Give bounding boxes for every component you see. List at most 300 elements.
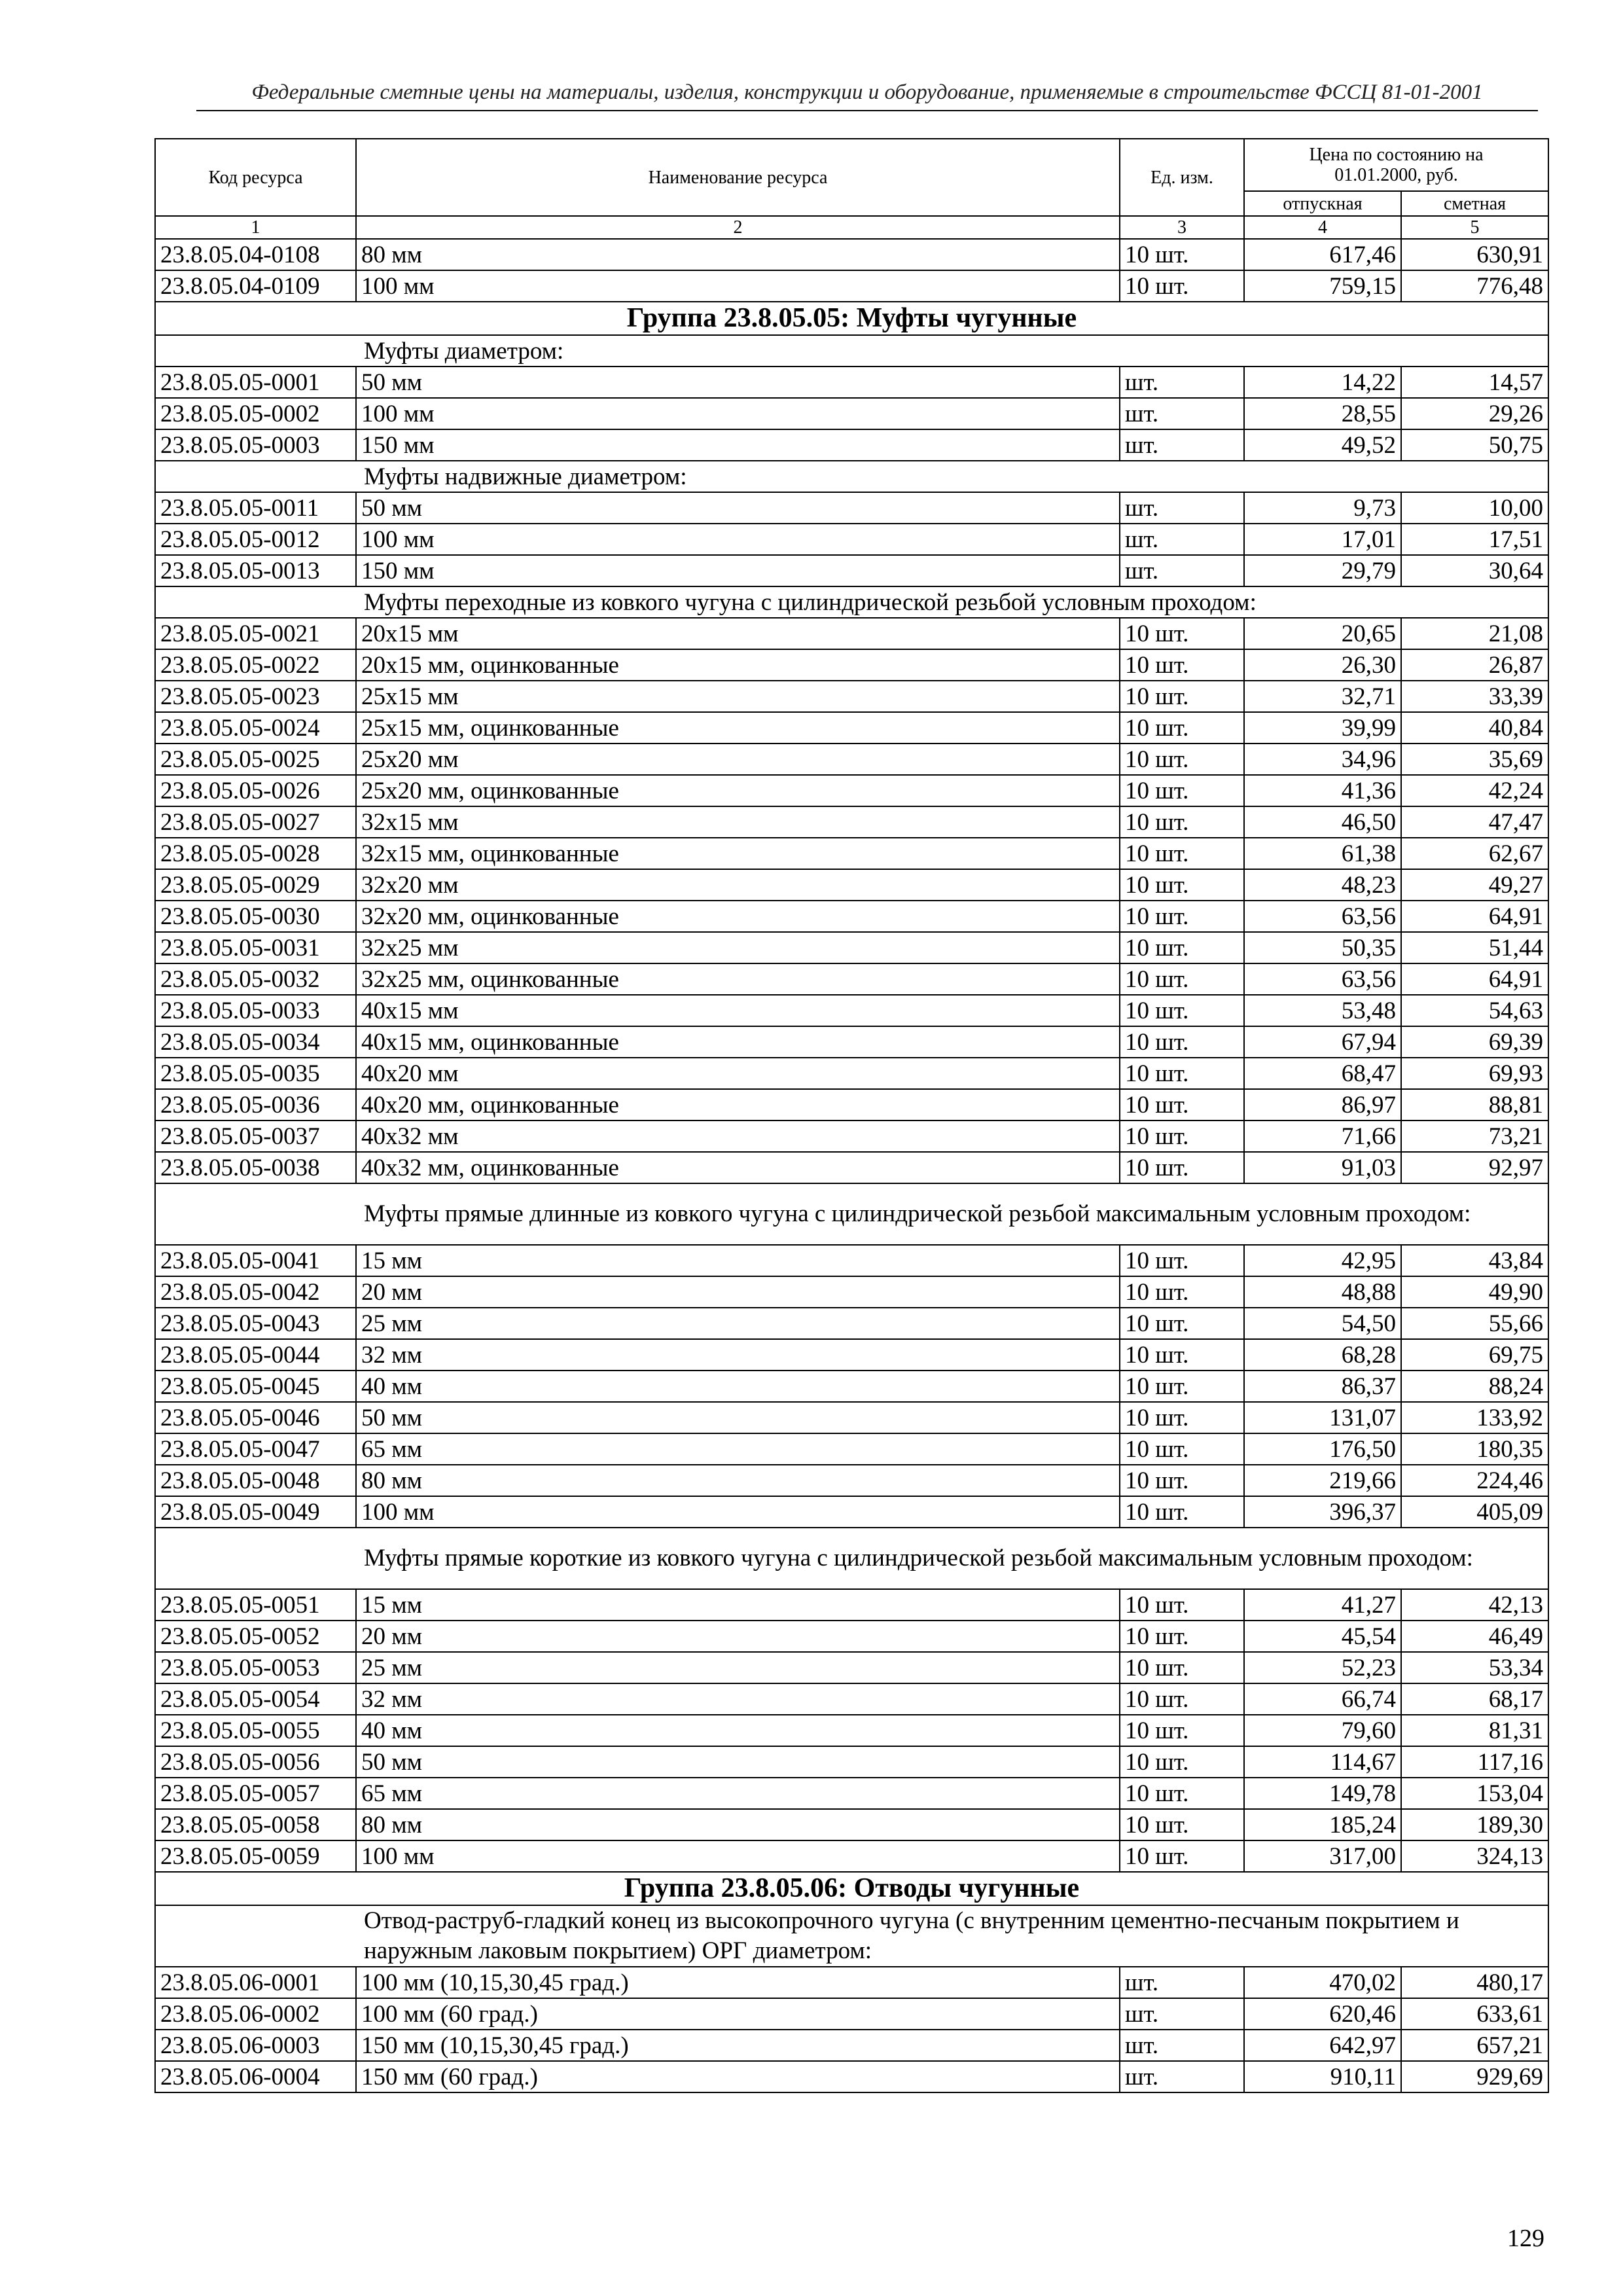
table-row (155, 1245, 1548, 1276)
resource-code: 23.8.05.05-0029 (155, 869, 356, 901)
resource-code: 23.8.05.04-0108 (155, 239, 356, 270)
resource-code: 23.8.05.05-0047 (155, 1433, 356, 1465)
resource-name: 25х15 мм, оцинкованные (356, 712, 1120, 744)
col-number-2: 2 (356, 216, 1120, 239)
estimate-price: 62,67 (1401, 838, 1548, 869)
table-row (155, 712, 1548, 744)
table-row (155, 744, 1548, 775)
table-row (155, 1809, 1548, 1840)
resource-code: 23.8.05.05-0012 (155, 524, 356, 555)
estimate-price: 189,30 (1401, 1809, 1548, 1840)
table-row (155, 963, 1548, 995)
release-price: 61,38 (1244, 838, 1401, 869)
release-price: 759,15 (1244, 270, 1401, 302)
estimate-price: 21,08 (1401, 618, 1548, 649)
resource-name: 40х32 мм, оцинкованные (356, 1152, 1120, 1183)
release-price: 42,95 (1244, 1245, 1401, 1276)
release-price: 67,94 (1244, 1026, 1401, 1058)
unit: шт. (1120, 1998, 1244, 2030)
release-price: 34,96 (1244, 744, 1401, 775)
release-price: 39,99 (1244, 712, 1401, 744)
release-price: 49,52 (1244, 429, 1401, 461)
estimate-price: 50,75 (1401, 429, 1548, 461)
resource-code: 23.8.05.06-0001 (155, 1967, 356, 1998)
unit: 10 шт. (1120, 1152, 1244, 1183)
table-row (155, 1840, 1548, 1872)
release-price: 54,50 (1244, 1308, 1401, 1339)
resource-name: 100 мм (356, 1496, 1120, 1528)
resource-code: 23.8.05.05-0056 (155, 1746, 356, 1778)
resource-code: 23.8.05.05-0033 (155, 995, 356, 1026)
estimate-price: 55,66 (1401, 1308, 1548, 1339)
unit: 10 шт. (1120, 1339, 1244, 1371)
resource-name: 50 мм (356, 367, 1120, 398)
subheading-row (155, 1183, 1548, 1245)
resource-name: 15 мм (356, 1589, 1120, 1621)
estimate-price: 69,75 (1401, 1339, 1548, 1371)
table-row (155, 1058, 1548, 1089)
unit: 10 шт. (1120, 806, 1244, 838)
estimate-price: 33,39 (1401, 681, 1548, 712)
resource-name: 100 мм (356, 398, 1120, 429)
estimate-price: 68,17 (1401, 1683, 1548, 1715)
release-price: 79,60 (1244, 1715, 1401, 1746)
col-number-3: 3 (1120, 216, 1244, 239)
table-row (155, 492, 1548, 524)
resource-code: 23.8.05.06-0002 (155, 1998, 356, 2030)
table-row (155, 995, 1548, 1026)
release-price: 63,56 (1244, 963, 1401, 995)
resource-code: 23.8.05.05-0024 (155, 712, 356, 744)
subheading-row (155, 586, 1548, 618)
resource-code: 23.8.05.05-0013 (155, 555, 356, 586)
resource-name: 32х25 мм, оцинкованные (356, 963, 1120, 995)
unit: 10 шт. (1120, 239, 1244, 270)
estimate-price: 42,24 (1401, 775, 1548, 806)
unit: 10 шт. (1120, 932, 1244, 963)
resource-name: 150 мм (10,15,30,45 град.) (356, 2030, 1120, 2061)
resource-code: 23.8.05.05-0037 (155, 1121, 356, 1152)
resource-name: 25 мм (356, 1652, 1120, 1683)
unit: 10 шт. (1120, 1465, 1244, 1496)
resource-name: 32х20 мм (356, 869, 1120, 901)
resource-name: 40х32 мм (356, 1121, 1120, 1152)
subheading: Муфты надвижные диаметром: (155, 461, 1548, 492)
table-row (155, 1621, 1548, 1652)
col-number-1: 1 (155, 216, 356, 239)
release-price: 48,88 (1244, 1276, 1401, 1308)
unit: 10 шт. (1120, 1746, 1244, 1778)
resource-name: 20 мм (356, 1621, 1120, 1652)
resource-code: 23.8.05.05-0054 (155, 1683, 356, 1715)
resource-name: 32 мм (356, 1683, 1120, 1715)
resource-code: 23.8.05.05-0053 (155, 1652, 356, 1683)
release-price: 52,23 (1244, 1652, 1401, 1683)
estimate-price: 51,44 (1401, 932, 1548, 963)
resource-code: 23.8.05.05-0023 (155, 681, 356, 712)
col-header-price-group: Цена по состоянию на 01.01.2000, руб. (1244, 139, 1548, 191)
estimate-price: 929,69 (1401, 2061, 1548, 2092)
release-price: 14,22 (1244, 367, 1401, 398)
estimate-price: 64,91 (1401, 901, 1548, 932)
table-row (155, 1589, 1548, 1621)
release-price: 317,00 (1244, 1840, 1401, 1872)
col-header-name: Наименование ресурса (356, 139, 1120, 216)
table-row (155, 1402, 1548, 1433)
unit: 10 шт. (1120, 838, 1244, 869)
resource-name: 50 мм (356, 1402, 1120, 1433)
release-price: 396,37 (1244, 1496, 1401, 1528)
release-price: 131,07 (1244, 1402, 1401, 1433)
unit: 10 шт. (1120, 1402, 1244, 1433)
unit: 10 шт. (1120, 869, 1244, 901)
resource-name: 15 мм (356, 1245, 1120, 1276)
unit: шт. (1120, 492, 1244, 524)
resource-code: 23.8.05.05-0038 (155, 1152, 356, 1183)
unit: 10 шт. (1120, 901, 1244, 932)
resource-code: 23.8.05.05-0041 (155, 1245, 356, 1276)
table-row (155, 2061, 1548, 2092)
table-row (155, 1371, 1548, 1402)
unit: 10 шт. (1120, 1715, 1244, 1746)
unit: 10 шт. (1120, 1496, 1244, 1528)
unit: шт. (1120, 398, 1244, 429)
unit: 10 шт. (1120, 1089, 1244, 1121)
estimate-price: 480,17 (1401, 1967, 1548, 1998)
estimate-price: 73,21 (1401, 1121, 1548, 1152)
table-row (155, 838, 1548, 869)
resource-name: 80 мм (356, 1809, 1120, 1840)
resource-name: 25 мм (356, 1308, 1120, 1339)
resource-name: 32х15 мм (356, 806, 1120, 838)
unit: 10 шт. (1120, 1308, 1244, 1339)
subheading-row (155, 335, 1548, 367)
estimate-price: 46,49 (1401, 1621, 1548, 1652)
table-row (155, 1276, 1548, 1308)
table-row (155, 1715, 1548, 1746)
unit: 10 шт. (1120, 995, 1244, 1026)
estimate-price: 42,13 (1401, 1589, 1548, 1621)
estimate-price: 81,31 (1401, 1715, 1548, 1746)
release-price: 86,97 (1244, 1089, 1401, 1121)
release-price: 9,73 (1244, 492, 1401, 524)
release-price: 86,37 (1244, 1371, 1401, 1402)
subheading-row (155, 461, 1548, 492)
resource-code: 23.8.05.05-0003 (155, 429, 356, 461)
resource-code: 23.8.05.04-0109 (155, 270, 356, 302)
release-price: 68,28 (1244, 1339, 1401, 1371)
resource-name: 150 мм (60 град.) (356, 2061, 1120, 2092)
estimate-price: 633,61 (1401, 1998, 1548, 2030)
release-price: 28,55 (1244, 398, 1401, 429)
estimate-price: 10,00 (1401, 492, 1548, 524)
resource-name: 20х15 мм (356, 618, 1120, 649)
unit: 10 шт. (1120, 1276, 1244, 1308)
release-price: 63,56 (1244, 901, 1401, 932)
unit: 10 шт. (1120, 681, 1244, 712)
unit: 10 шт. (1120, 1683, 1244, 1715)
subheading-row (155, 1905, 1548, 1967)
table-row (155, 398, 1548, 429)
estimate-price: 324,13 (1401, 1840, 1548, 1872)
release-price: 20,65 (1244, 618, 1401, 649)
estimate-price: 180,35 (1401, 1433, 1548, 1465)
release-price: 176,50 (1244, 1433, 1401, 1465)
unit: 10 шт. (1120, 1809, 1244, 1840)
release-price: 185,24 (1244, 1809, 1401, 1840)
release-price: 41,27 (1244, 1589, 1401, 1621)
table-row (155, 555, 1548, 586)
unit: 10 шт. (1120, 270, 1244, 302)
subheading: Муфты прямые длинные из ковкого чугуна с цилиндрической резьбой максимальным условным проходом: (155, 1183, 1548, 1245)
resource-code: 23.8.05.05-0030 (155, 901, 356, 932)
unit: шт. (1120, 555, 1244, 586)
release-price: 41,36 (1244, 775, 1401, 806)
unit: 10 шт. (1120, 1121, 1244, 1152)
resource-name: 100 мм (10,15,30,45 град.) (356, 1967, 1120, 1998)
release-price: 29,79 (1244, 555, 1401, 586)
release-price: 68,47 (1244, 1058, 1401, 1089)
unit: шт. (1120, 429, 1244, 461)
resource-name: 80 мм (356, 1465, 1120, 1496)
resource-name: 40х20 мм (356, 1058, 1120, 1089)
resource-name: 25х15 мм (356, 681, 1120, 712)
release-price: 17,01 (1244, 524, 1401, 555)
resource-name: 25х20 мм (356, 744, 1120, 775)
unit: 10 шт. (1120, 744, 1244, 775)
release-price: 114,67 (1244, 1746, 1401, 1778)
estimate-price: 88,81 (1401, 1089, 1548, 1121)
resource-name: 25х20 мм, оцинкованные (356, 775, 1120, 806)
col-header-estimate-price: сметная (1401, 191, 1548, 216)
resource-code: 23.8.05.05-0022 (155, 649, 356, 681)
table-row (155, 932, 1548, 963)
estimate-price: 17,51 (1401, 524, 1548, 555)
estimate-price: 53,34 (1401, 1652, 1548, 1683)
release-price: 66,74 (1244, 1683, 1401, 1715)
release-price: 219,66 (1244, 1465, 1401, 1496)
table-row (155, 1652, 1548, 1683)
unit: 10 шт. (1120, 1433, 1244, 1465)
resource-name: 32 мм (356, 1339, 1120, 1371)
resource-name: 150 мм (356, 429, 1120, 461)
page-number: 129 (1507, 2225, 1544, 2252)
release-price: 149,78 (1244, 1778, 1401, 1809)
resource-name: 20х15 мм, оцинкованные (356, 649, 1120, 681)
resource-name: 100 мм (356, 270, 1120, 302)
resource-name: 32х15 мм, оцинкованные (356, 838, 1120, 869)
estimate-price: 88,24 (1401, 1371, 1548, 1402)
resource-name: 50 мм (356, 492, 1120, 524)
col-header-release-price: отпускная (1244, 191, 1401, 216)
release-price: 45,54 (1244, 1621, 1401, 1652)
col-header-unit: Ед. изм. (1120, 139, 1244, 216)
release-price: 46,50 (1244, 806, 1401, 838)
table-row (155, 1778, 1548, 1809)
resource-name: 40х15 мм (356, 995, 1120, 1026)
release-price: 470,02 (1244, 1967, 1401, 1998)
estimate-price: 776,48 (1401, 270, 1548, 302)
unit: 10 шт. (1120, 618, 1244, 649)
unit: 10 шт. (1120, 1058, 1244, 1089)
table-row (155, 1121, 1548, 1152)
resource-code: 23.8.05.05-0001 (155, 367, 356, 398)
unit: 10 шт. (1120, 1589, 1244, 1621)
resource-code: 23.8.05.05-0002 (155, 398, 356, 429)
unit: шт. (1120, 2030, 1244, 2061)
group-heading-row (155, 1872, 1548, 1905)
resource-code: 23.8.05.05-0031 (155, 932, 356, 963)
table-row (155, 270, 1548, 302)
unit: 10 шт. (1120, 1621, 1244, 1652)
resource-name: 100 мм (356, 524, 1120, 555)
estimate-price: 153,04 (1401, 1778, 1548, 1809)
unit: 10 шт. (1120, 963, 1244, 995)
resource-name: 40 мм (356, 1371, 1120, 1402)
resource-name: 65 мм (356, 1433, 1120, 1465)
unit: 10 шт. (1120, 1840, 1244, 1872)
resource-code: 23.8.05.05-0043 (155, 1308, 356, 1339)
estimate-price: 117,16 (1401, 1746, 1548, 1778)
resource-code: 23.8.05.05-0046 (155, 1402, 356, 1433)
release-price: 617,46 (1244, 239, 1401, 270)
release-price: 26,30 (1244, 649, 1401, 681)
resource-code: 23.8.05.05-0049 (155, 1496, 356, 1528)
header-rule (196, 110, 1538, 111)
estimate-price: 26,87 (1401, 649, 1548, 681)
estimate-price: 47,47 (1401, 806, 1548, 838)
resource-name: 20 мм (356, 1276, 1120, 1308)
unit: 10 шт. (1120, 1026, 1244, 1058)
release-price: 32,71 (1244, 681, 1401, 712)
unit: шт. (1120, 367, 1244, 398)
resource-code: 23.8.05.06-0003 (155, 2030, 356, 2061)
col-number-4: 4 (1244, 216, 1401, 239)
resource-name: 100 мм (60 град.) (356, 1998, 1120, 2030)
resource-name: 50 мм (356, 1746, 1120, 1778)
resource-code: 23.8.05.05-0044 (155, 1339, 356, 1371)
resource-name: 100 мм (356, 1840, 1120, 1872)
estimate-price: 35,69 (1401, 744, 1548, 775)
unit: 10 шт. (1120, 649, 1244, 681)
resource-code: 23.8.05.05-0045 (155, 1371, 356, 1402)
resource-code: 23.8.05.06-0004 (155, 2061, 356, 2092)
estimate-price: 14,57 (1401, 367, 1548, 398)
table-row (155, 1496, 1548, 1528)
resource-name: 40х20 мм, оцинкованные (356, 1089, 1120, 1121)
resource-name: 80 мм (356, 239, 1120, 270)
table-row (155, 239, 1548, 270)
table-row (155, 1967, 1548, 1998)
unit: шт. (1120, 1967, 1244, 1998)
estimate-price: 630,91 (1401, 239, 1548, 270)
col-header-code: Код ресурса (155, 139, 356, 216)
unit: 10 шт. (1120, 775, 1244, 806)
estimate-price: 133,92 (1401, 1402, 1548, 1433)
release-price: 48,23 (1244, 869, 1401, 901)
table-row (155, 618, 1548, 649)
unit: 10 шт. (1120, 1371, 1244, 1402)
release-price: 910,11 (1244, 2061, 1401, 2092)
table-row (155, 1339, 1548, 1371)
table-row (155, 1683, 1548, 1715)
resource-code: 23.8.05.05-0058 (155, 1809, 356, 1840)
estimate-price: 69,93 (1401, 1058, 1548, 1089)
unit: 10 шт. (1120, 1652, 1244, 1683)
table-row (155, 869, 1548, 901)
release-price: 91,03 (1244, 1152, 1401, 1183)
table-row (155, 1089, 1548, 1121)
estimate-price: 43,84 (1401, 1245, 1548, 1276)
subheading: Отвод-раструб-гладкий конец из высокопрочного чугуна (с внутренним цементно-песчаным покрытием и наружным лаковым покрытием) ОРГ диаметром: (155, 1905, 1548, 1967)
group-heading: Группа 23.8.05.06: Отводы чугунные (155, 1872, 1548, 1905)
table-row (155, 1433, 1548, 1465)
table-row (155, 1026, 1548, 1058)
price-table-body (155, 239, 1548, 2092)
table-row (155, 1152, 1548, 1183)
resource-name: 150 мм (356, 555, 1120, 586)
page-header: Федеральные сметные цены на материалы, изделия, конструкции и оборудование, применяемые в строительстве ФССЦ 81-01-2001 (251, 81, 1483, 104)
table-row (155, 1465, 1548, 1496)
estimate-price: 54,63 (1401, 995, 1548, 1026)
group-heading: Группа 23.8.05.05: Муфты чугунные (155, 302, 1548, 335)
resource-code: 23.8.05.05-0036 (155, 1089, 356, 1121)
release-price: 620,46 (1244, 1998, 1401, 2030)
resource-code: 23.8.05.05-0042 (155, 1276, 356, 1308)
table-row (155, 681, 1548, 712)
resource-name: 65 мм (356, 1778, 1120, 1809)
table-row (155, 775, 1548, 806)
resource-name: 32х25 мм (356, 932, 1120, 963)
estimate-price: 40,84 (1401, 712, 1548, 744)
resource-code: 23.8.05.05-0028 (155, 838, 356, 869)
resource-code: 23.8.05.05-0035 (155, 1058, 356, 1089)
resource-code: 23.8.05.05-0034 (155, 1026, 356, 1058)
resource-code: 23.8.05.05-0057 (155, 1778, 356, 1809)
subheading: Муфты переходные из ковкого чугуна с цилиндрической резьбой условным проходом: (155, 586, 1548, 618)
resource-name: 40х15 мм, оцинкованные (356, 1026, 1120, 1058)
resource-code: 23.8.05.05-0025 (155, 744, 356, 775)
estimate-price: 92,97 (1401, 1152, 1548, 1183)
table-row (155, 429, 1548, 461)
table-row (155, 649, 1548, 681)
table-row (155, 1998, 1548, 2030)
resource-code: 23.8.05.05-0011 (155, 492, 356, 524)
estimate-price: 29,26 (1401, 398, 1548, 429)
estimate-price: 405,09 (1401, 1496, 1548, 1528)
release-price: 50,35 (1244, 932, 1401, 963)
estimate-price: 657,21 (1401, 2030, 1548, 2061)
resource-code: 23.8.05.05-0059 (155, 1840, 356, 1872)
resource-name: 32х20 мм, оцинкованные (356, 901, 1120, 932)
group-heading-row (155, 302, 1548, 335)
resource-code: 23.8.05.05-0052 (155, 1621, 356, 1652)
estimate-price: 69,39 (1401, 1026, 1548, 1058)
release-price: 53,48 (1244, 995, 1401, 1026)
estimate-price: 64,91 (1401, 963, 1548, 995)
subheading: Муфты прямые короткие из ковкого чугуна с цилиндрической резьбой максимальным условным проходом: (155, 1528, 1548, 1589)
table-row (155, 2030, 1548, 2061)
unit: шт. (1120, 524, 1244, 555)
release-price: 71,66 (1244, 1121, 1401, 1152)
subheading-row (155, 1528, 1548, 1589)
subheading: Муфты диаметром: (155, 335, 1548, 367)
unit: 10 шт. (1120, 1778, 1244, 1809)
resource-code: 23.8.05.05-0027 (155, 806, 356, 838)
table-row (155, 1746, 1548, 1778)
estimate-price: 49,90 (1401, 1276, 1548, 1308)
resource-code: 23.8.05.05-0021 (155, 618, 356, 649)
